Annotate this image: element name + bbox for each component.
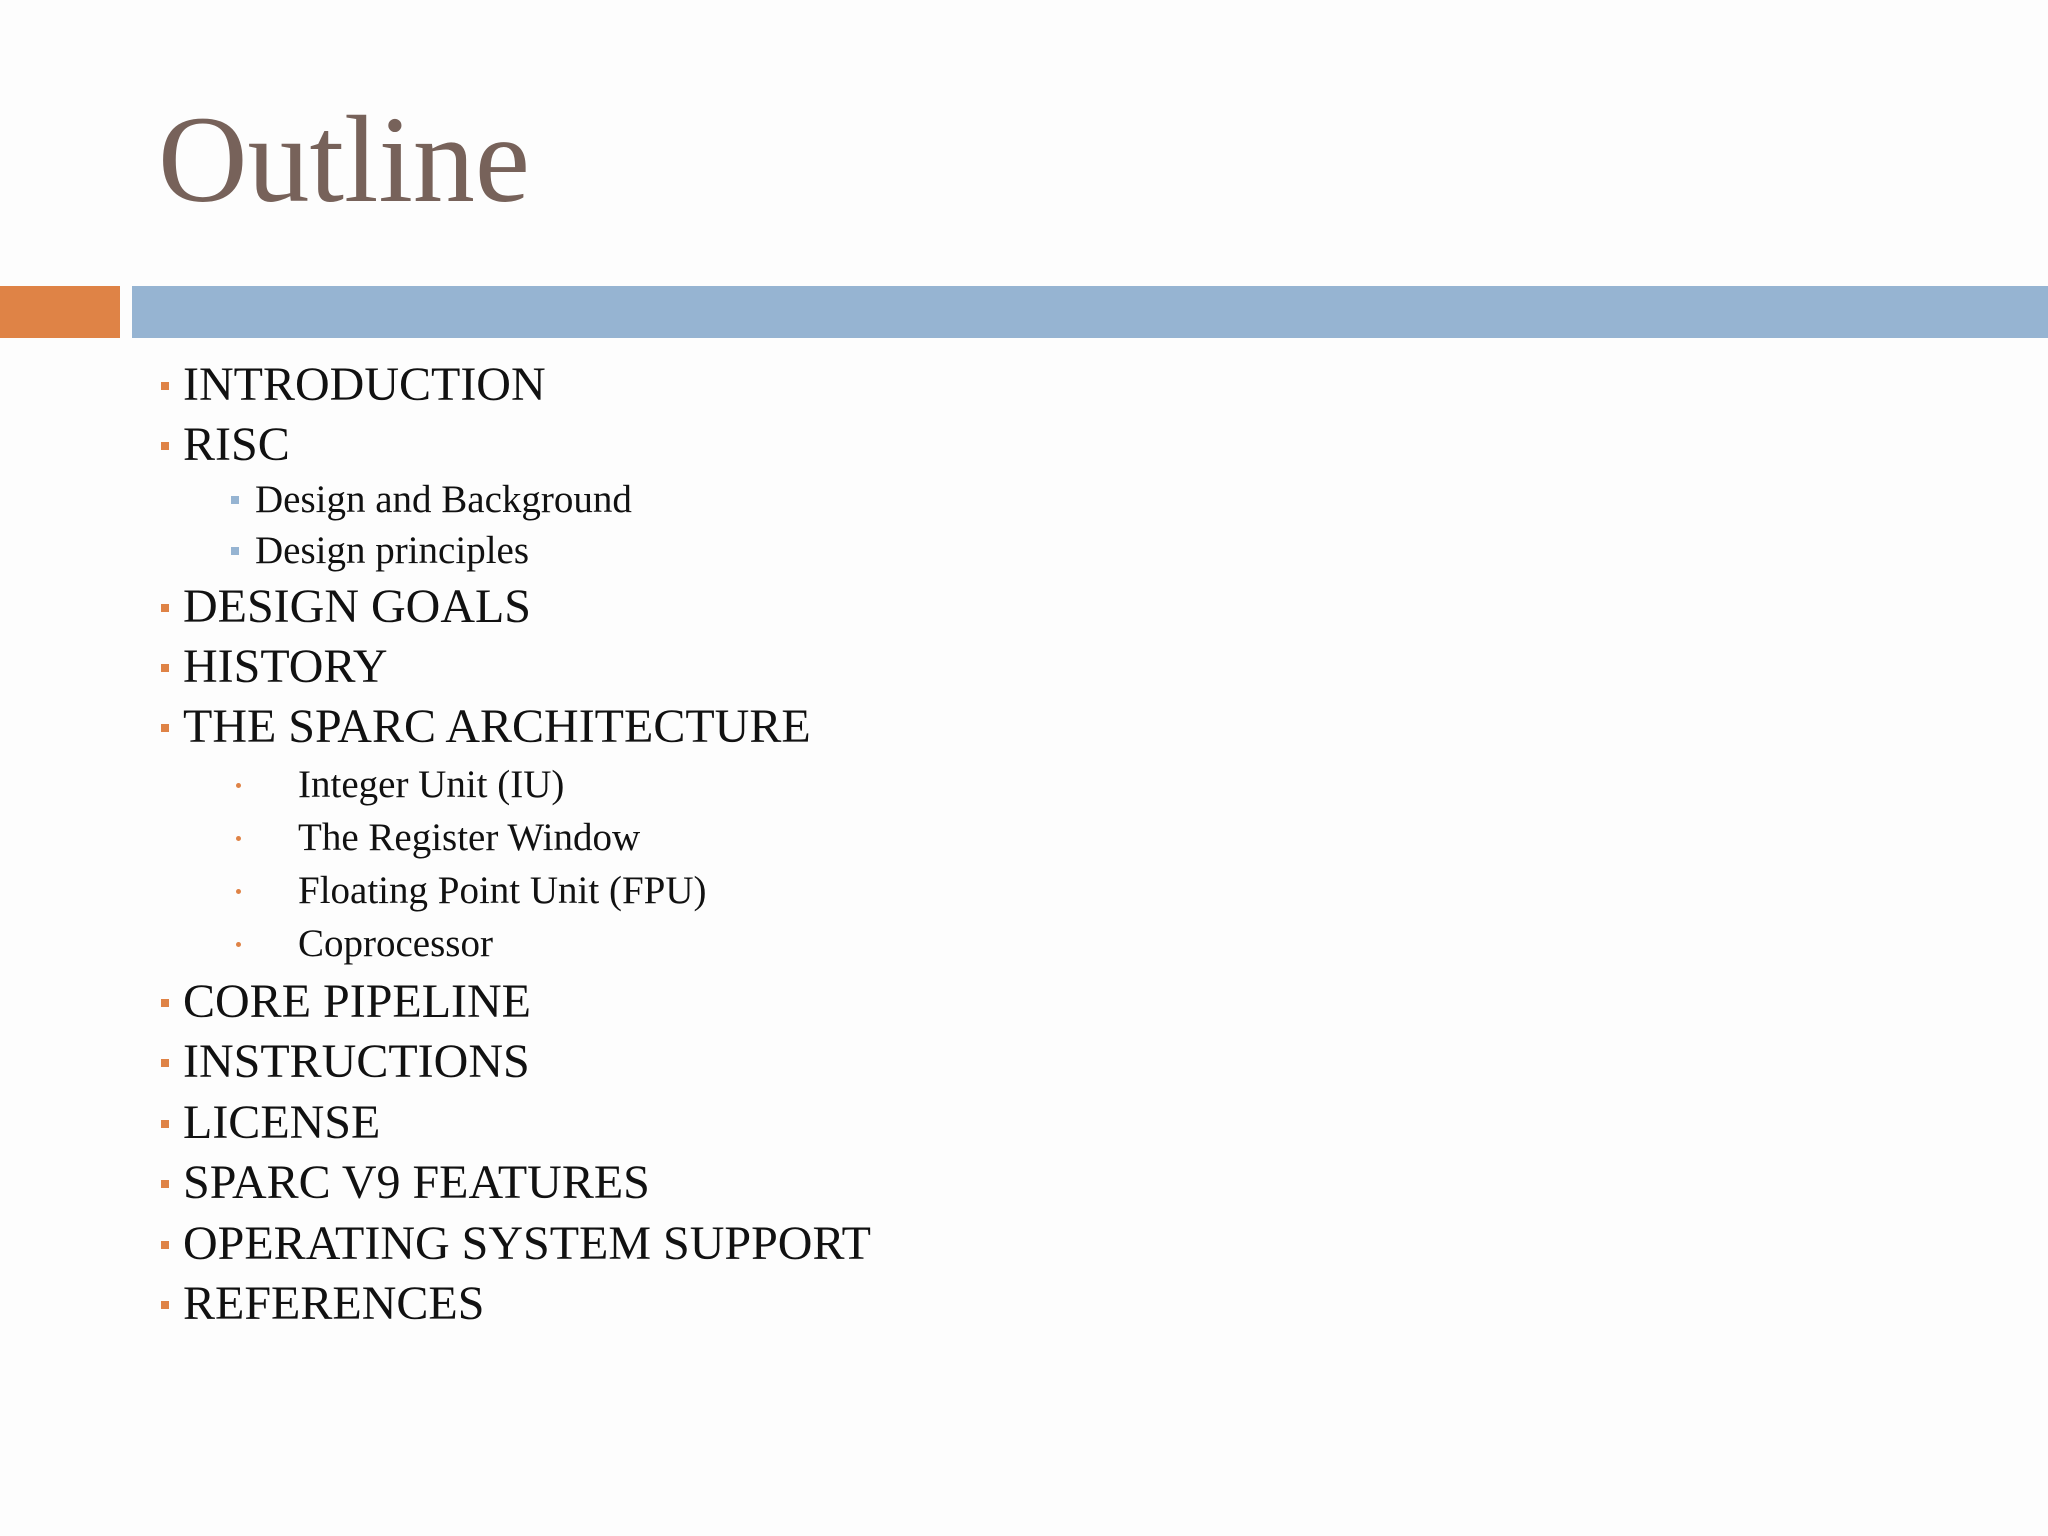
- outline-subitem: [255, 531, 529, 570]
- dot-bullet-icon: [236, 942, 241, 947]
- square-bullet-icon: [161, 604, 169, 612]
- outline-subitem: [298, 818, 640, 857]
- outline-subitem: [255, 480, 632, 519]
- square-bullet-icon: [161, 1120, 169, 1128]
- outline-subitem-label: The Register Window: [298, 816, 641, 859]
- square-bullet-icon: [231, 496, 239, 504]
- outline-item: [183, 1217, 871, 1270]
- outline-subitem-label: Floating Point Unit (FPU): [298, 869, 707, 912]
- outline-subitem-label: Coprocessor: [298, 922, 493, 965]
- outline-subitem: [298, 871, 706, 910]
- dot-bullet-icon: [236, 836, 241, 841]
- outline-item: [183, 1035, 530, 1088]
- square-bullet-icon: [161, 1180, 169, 1188]
- outline-item: [183, 975, 531, 1028]
- outline-item: [183, 1156, 650, 1209]
- outline-item-label: INTRODUCTION: [183, 358, 546, 411]
- square-bullet-icon: [161, 382, 169, 390]
- outline-subitem-label: Design principles: [255, 529, 530, 572]
- dot-bullet-icon: [236, 783, 241, 788]
- dot-bullet-icon: [236, 889, 241, 894]
- outline-item: [183, 640, 388, 693]
- outline-subitem-label: Integer Unit (IU): [298, 763, 565, 806]
- square-bullet-icon: [161, 724, 169, 732]
- outline-item-label: RISC: [183, 418, 290, 471]
- square-bullet-icon: [231, 547, 239, 555]
- square-bullet-icon: [161, 1241, 169, 1249]
- outline-subitem: [298, 765, 564, 804]
- square-bullet-icon: [161, 664, 169, 672]
- slide-title: Outline: [158, 91, 530, 228]
- outline-item: [183, 580, 531, 633]
- outline-subitem-label: Design and Background: [255, 478, 632, 521]
- square-bullet-icon: [161, 999, 169, 1007]
- outline-item: [183, 1096, 381, 1149]
- outline-item-label: THE SPARC ARCHITECTURE: [183, 700, 811, 753]
- outline-item-label: CORE PIPELINE: [183, 975, 531, 1028]
- square-bullet-icon: [161, 1301, 169, 1309]
- outline-item: [183, 1277, 485, 1330]
- outline-item-label: INSTRUCTIONS: [183, 1035, 530, 1088]
- outline-item-label: SPARC V9 FEATURES: [183, 1156, 650, 1209]
- square-bullet-icon: [161, 442, 169, 450]
- outline-item-label: OPERATING SYSTEM SUPPORT: [183, 1217, 871, 1270]
- outline-item-label: HISTORY: [183, 640, 388, 693]
- square-bullet-icon: [161, 1059, 169, 1067]
- outline-item-label: REFERENCES: [183, 1277, 485, 1330]
- outline-item: [183, 418, 290, 471]
- outline-item: [183, 700, 811, 753]
- outline-item: [183, 358, 546, 411]
- outline-subitem: [298, 924, 493, 963]
- outline-item-label: LICENSE: [183, 1096, 381, 1149]
- outline-item-label: DESIGN GOALS: [183, 580, 531, 633]
